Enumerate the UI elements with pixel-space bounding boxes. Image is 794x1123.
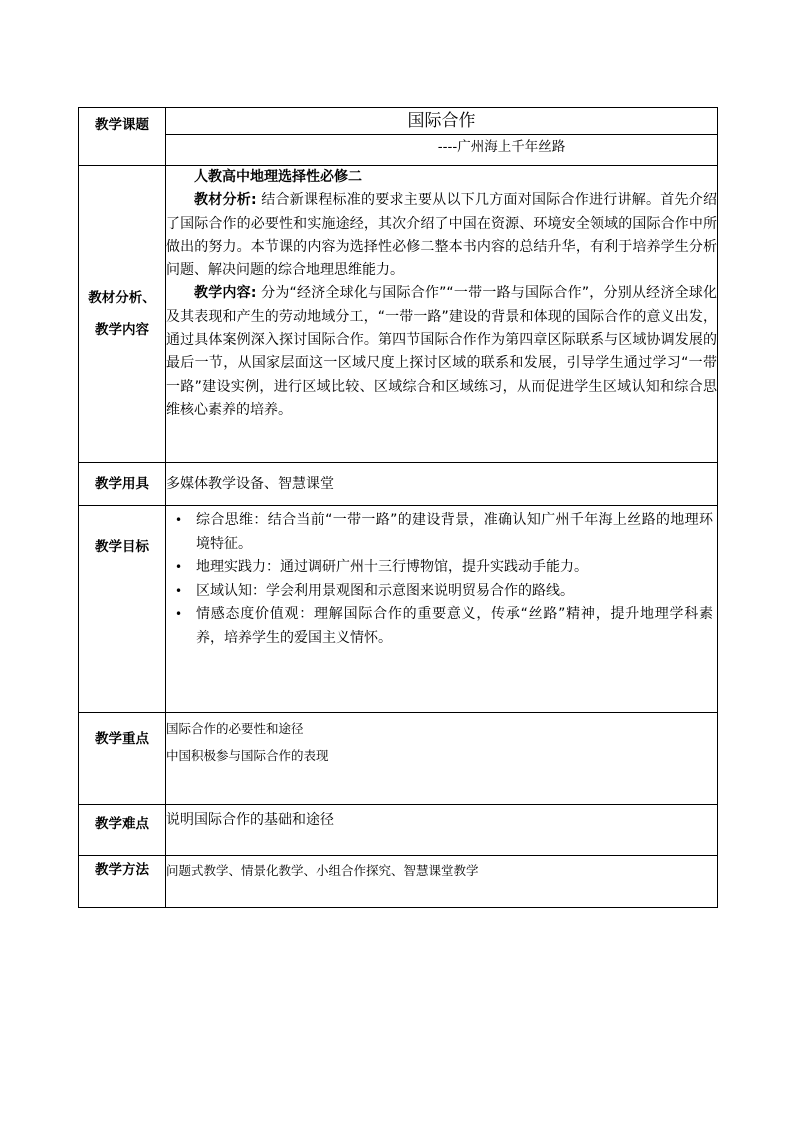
goal-text: 地理实践力：通过调研广州十三行博物馆，提升实践动手能力。 (196, 559, 588, 575)
goals-row (79, 506, 718, 713)
lesson-title: 国际合作 (407, 111, 476, 131)
method-row (79, 856, 718, 908)
bullet-icon: • (175, 583, 183, 598)
analysis-label-line1: 教材分析、 (88, 290, 156, 306)
goal-item (166, 580, 713, 604)
difficult-points-row (79, 805, 718, 856)
lesson-plan-table (78, 107, 718, 908)
difficult-points-text: 说明国际合作的基础和途径 (166, 805, 718, 856)
goals-label: 教学目标 (79, 506, 166, 713)
topic-label: 教学课题 (79, 108, 166, 166)
goal-item (166, 509, 713, 556)
goal-text: 综合思维：结合当前“一带一路”的建设背景，准确认知广州千年海上丝路的地理环境特征。 (196, 512, 713, 552)
topic-row (79, 108, 718, 166)
goals-cell (166, 506, 718, 713)
tools-text: 多媒体教学设备、智慧课堂 (166, 463, 718, 506)
analysis-row (79, 166, 718, 463)
key-points-row (79, 713, 718, 805)
tools-row (79, 463, 718, 506)
goals-list (166, 506, 717, 650)
goal-text: 区域认知：学会利用景观图和示意图来说明贸易合作的路线。 (196, 582, 574, 599)
textbook-heading: 人教高中地理选择性必修二 (194, 169, 362, 185)
bullet-icon: • (175, 607, 183, 621)
goal-item (166, 556, 713, 580)
method-label: 教学方法 (79, 856, 166, 908)
lesson-subtitle: ----广州海上千年丝路 (166, 134, 717, 159)
analysis-content (166, 166, 718, 463)
analysis-label-line2: 教学内容 (95, 322, 149, 338)
teaching-content-paragraph (166, 282, 717, 422)
teaching-content-text: 分为“经济全球化与国际合作”“一带一路与国际合作”，分别从经济全球化及其表现和产生的劳动地域分工，“一带一路”建设的背景和体现的国际合作的意义出发，通过具体案例深入探讨国际合作。第四节国际合作作为第四章区际联系与区域协调发展的最后一节，从国家层面这一区域尺度上探讨区域的联系和发展，引导学生通过学习“一带一路”建设实例，进行区域比较、区域综合和区域练习，从而促进学生区域认知和综合思维核心素养的培养。 (166, 285, 717, 418)
key-point-line: 中国积极参与国际合作的表现 (166, 748, 329, 763)
difficult-points-label: 教学难点 (79, 805, 166, 856)
textbook-analysis-lead: 教材分析: (194, 192, 257, 209)
method-text: 问题式教学、情景化教学、小组合作探究、智慧课堂教学 (166, 856, 718, 908)
key-point-line: 国际合作的必要性和途径 (166, 721, 304, 736)
textbook-analysis-paragraph (166, 189, 717, 282)
key-points-cell (166, 713, 718, 805)
analysis-label-cell (79, 166, 166, 463)
bullet-icon: • (175, 560, 183, 574)
key-points-label: 教学重点 (79, 713, 166, 805)
textbook-analysis-text: 结合新课程标准的要求主要从以下几方面对国际合作进行讲解。首先介绍了国际合作的必要性和实施途经，其次介绍了中国在资源、环境安全领域的国际合作中所做出的努力。本节课的内容为选择性必修二整本书内容的总结升华，有利于培养学生分析问题、解决问题的综合地理思维能力。 (166, 192, 717, 279)
topic-cell (166, 108, 718, 166)
goal-item (166, 603, 713, 650)
bullet-icon: • (175, 513, 183, 527)
tools-label: 教学用具 (79, 463, 166, 506)
goal-text: 情感态度价值观：理解国际合作的重要意义，传承“丝路”精神，提升地理学科素养，培养学生的爱国主义情怀。 (196, 606, 713, 646)
teaching-content-lead: 教学内容: (194, 285, 257, 302)
